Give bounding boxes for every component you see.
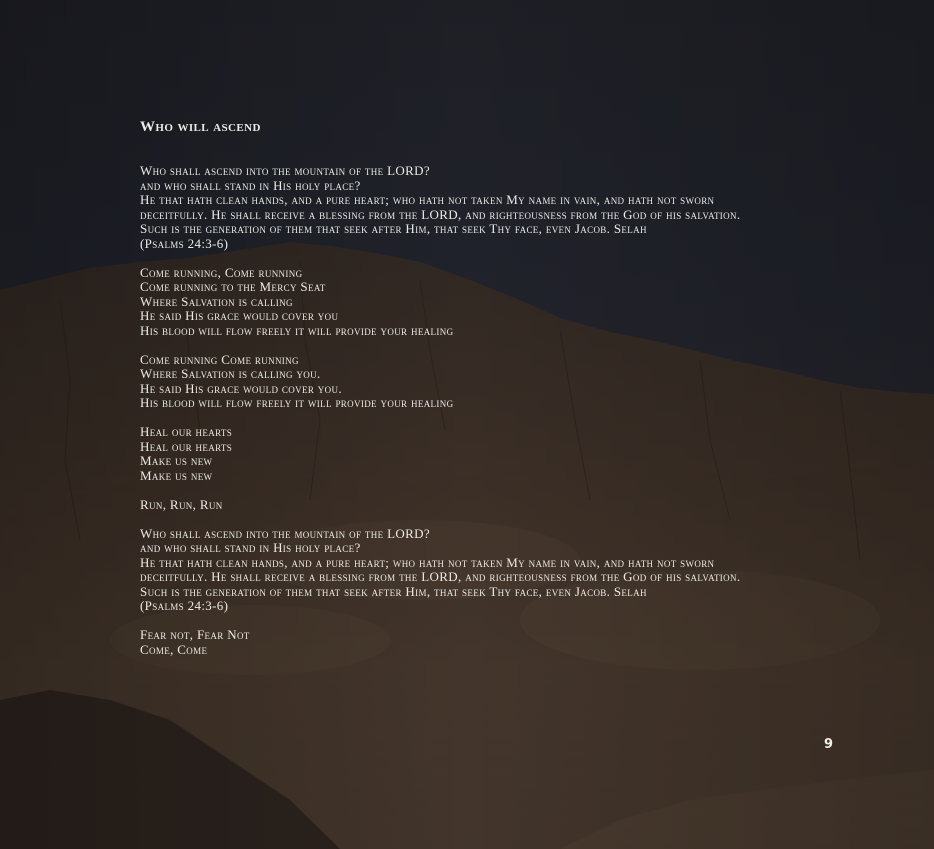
lyric-line: His blood will flow freely it will provide your healing [140,395,454,410]
lyrics-text-block [140,118,860,672]
stanza-2 [140,266,860,339]
lyric-line: He that hath clean hands, and a pure heart; who hath not taken My name in vain, and hath not sworn [140,554,715,570]
stanza-1 [140,164,860,251]
lyric-line: Fear not, Fear Not [140,627,250,642]
lyric-line: He that hath clean hands, and a pure heart; who hath not taken My name in vain, and hath not sworn [140,192,715,207]
lyric-line: Make us new [140,453,213,468]
lyric-line: Such is the generation of them that seek after Him, that seek Thy face, even Jacob. Selah [140,583,647,599]
lyric-line: Come running to the Mercy Seat [140,279,326,294]
lyric-line: (Psalms 24:3-6) [140,598,229,613]
lyric-line: Come running, Come running [140,264,303,280]
stanza-6 [140,527,860,614]
lyric-line: Where Salvation is calling [140,293,293,309]
lyric-line: Heal our hearts [140,438,233,454]
lyric-line: Heal our hearts [140,424,233,439]
lyric-line: He said His grace would cover you. [140,380,342,396]
lyric-line: Run, Run, Run [140,496,223,512]
lyric-line: deceitfully. He shall receive a blessing from the LORD, and righteousness from the God of his salvation. [140,569,741,584]
lyric-line: Who shall ascend into the mountain of the LORD? [140,163,430,178]
stanza-7 [140,628,860,657]
lyric-line: Where Salvation is calling you. [140,366,321,381]
lyric-line: (Psalms 24:3-6) [140,235,229,251]
stanza-4 [140,425,860,483]
song-title: Who will ascend [140,119,261,135]
lyric-line: His blood will flow freely it will provide your healing [140,322,454,338]
lyric-line: He said His grace would cover you [140,308,339,323]
lyric-line: Make us new [140,467,213,483]
lyric-line: Who shall ascend into the mountain of the LORD? [140,525,430,541]
page-number: 9 [824,737,834,752]
lyric-line: Come, Come [140,641,208,657]
lyric-line: and who shall stand in His holy place? [140,177,361,193]
lyric-line: deceitfully. He shall receive a blessing from the LORD, and righteousness from the God of his salvation. [140,206,741,222]
lyric-line: and who shall stand in His holy place? [140,540,361,555]
lyric-line: Such is the generation of them that seek after Him, that seek Thy face, even Jacob. Selah [140,221,647,236]
stanza-3 [140,353,860,411]
stanza-5 [140,498,860,513]
lyric-line: Come running Come running [140,351,299,367]
